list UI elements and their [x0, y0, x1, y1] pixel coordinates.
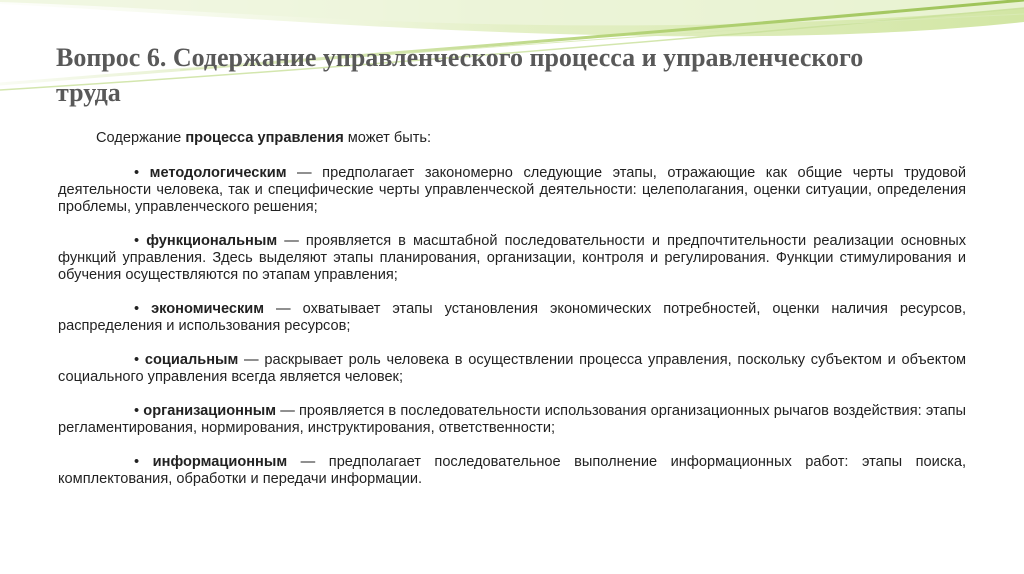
item-term: информационным [152, 454, 288, 470]
list-item-economic [58, 301, 966, 335]
item-term: экономическим [151, 301, 265, 317]
bullet-icon: • [134, 454, 153, 470]
list-item-functional [58, 233, 966, 284]
bullet-icon: • [134, 403, 144, 419]
bullet-icon: • [134, 352, 145, 368]
intro-suffix: может быть: [343, 130, 432, 146]
slide-title: Вопрос 6. Содержание управленческого процесса и управленческого труда [56, 43, 864, 107]
item-term: методологическим [149, 165, 287, 181]
list-item-methodological [58, 165, 966, 216]
item-text: — предполагает закономерно следующие этапы, отражающие как общие черты трудовой деятельности человека, так и специфические черты управленческой деятельности: целеполагания, оценки ситуации, определения проблемы, управленческого решения; [58, 165, 966, 215]
item-text: — раскрывает роль человека в осуществлении процесса управления, поскольку субъектом и объектом социального управления всегда является человек; [58, 352, 967, 385]
item-term: социальным [144, 352, 239, 368]
list-item-informational [58, 454, 966, 488]
bullet-icon: • [134, 301, 152, 317]
item-text: — проявляется в последовательности использования организационных рычагов воздействия: этапы регламентирования, нормирования, инструктирования, ответственности; [58, 403, 966, 436]
list-item-social [58, 352, 966, 386]
bullet-icon: • [134, 165, 150, 181]
item-term: организационным [143, 403, 277, 419]
intro-term: процесса управления [185, 130, 344, 146]
intro-prefix: Содержание [96, 130, 186, 146]
list-item-organizational [58, 403, 966, 437]
slide-body [58, 130, 966, 505]
bullet-icon: • [134, 233, 147, 249]
item-term: функциональным [146, 233, 278, 249]
item-text: — охватывает этапы установления экономических потребностей, оценки наличия ресурсов, распределения и использования ресурсов; [58, 301, 966, 334]
intro-paragraph [96, 130, 966, 147]
item-text: — предполагает последовательное выполнение информационных работ: этапы поиска, комплектования, обработки и передачи информации. [58, 454, 967, 487]
item-text: — проявляется в масштабной последовательности и предпочтительности реализации основных функций управления. Здесь выделяют этапы планирования, организации, контроля и регулирования. Функции стимулирования и обучения осуществляются по этапам управления; [58, 233, 966, 283]
